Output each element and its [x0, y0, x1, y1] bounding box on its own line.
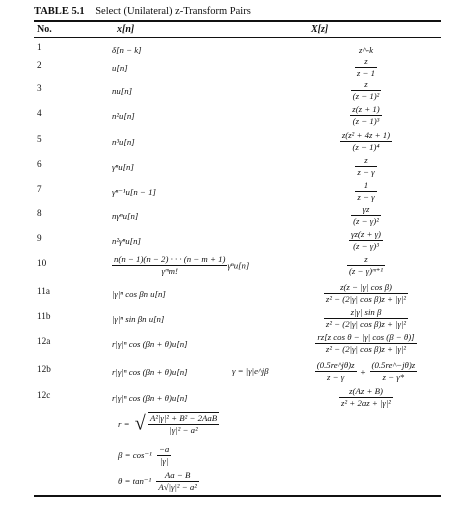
row-X: [296, 229, 436, 252]
row-number: 5: [37, 134, 42, 144]
formula-r: [118, 412, 219, 436]
formula-beta-num: −a: [158, 444, 170, 454]
row-x: u[n]: [112, 63, 128, 73]
row-X-num: z: [355, 56, 377, 68]
row-x-num: n(n − 1)(n − 2) · · · (n − m + 1): [114, 254, 226, 264]
row-X-num: (0.5re^jθ)z: [316, 360, 355, 370]
row-X-num: γz: [351, 204, 381, 216]
sqrt-body: [148, 412, 219, 436]
row-X-frac: [315, 360, 357, 383]
row-x: n²γⁿu[n]: [112, 236, 141, 246]
row-X-frac: [355, 56, 377, 79]
formula-theta: [118, 470, 199, 493]
formula-r-lhs: r =: [118, 419, 130, 429]
row-x: n²u[n]: [112, 111, 135, 121]
row-X-frac: [351, 204, 381, 227]
formula-theta-frac: [156, 470, 199, 493]
row-X-num: z|γ| sin β: [324, 307, 408, 319]
row-X-num: z: [355, 155, 376, 167]
row-X: [296, 360, 436, 383]
row-X: [296, 386, 436, 409]
top-rule: [34, 20, 441, 22]
row-X-den: z − γ: [327, 372, 345, 382]
row-x-tail: γⁿu[n]: [227, 260, 250, 271]
header-x: [117, 24, 134, 35]
row-X-frac: [340, 130, 392, 153]
row-number: 12a: [37, 336, 51, 346]
row-x: |γ|ⁿ sin βn u[n]: [112, 314, 165, 324]
row-X-den: z² − (2|γ| cos β)z + |γ|²: [325, 344, 407, 354]
row-X-den: z − γ: [357, 192, 375, 202]
header-X: [311, 24, 328, 35]
row-X: [296, 56, 436, 79]
row-X-frac: [355, 180, 376, 203]
row-X-den: (z − 1)²: [352, 91, 380, 101]
row-X-frac: [350, 104, 381, 127]
row-X-frac: [339, 386, 393, 409]
row-X: [296, 79, 436, 102]
row-X-frac: [355, 155, 376, 178]
row-X-den: z − γ: [357, 167, 375, 177]
row-X-value: z^-k: [359, 45, 373, 55]
row-number: 2: [37, 60, 42, 70]
formula-theta-den: A√|γ|² − a²: [158, 482, 197, 492]
row-X-num: z(z² + 4z + 1): [341, 130, 391, 140]
row-X-frac: [347, 254, 385, 277]
row-X: [296, 204, 436, 227]
row-X: [296, 44, 436, 56]
row-X: [296, 155, 436, 178]
row-x: r|γ|ⁿ cos (βn + θ)u[n]: [112, 339, 188, 349]
formula-r-den: |γ|² − a²: [169, 425, 198, 435]
row-X: [296, 282, 436, 305]
bottom-rule: [34, 495, 441, 497]
row-X-den: (z − γ)ᵐ⁺¹: [348, 266, 384, 276]
header-rule: [34, 37, 441, 38]
row-number: 9: [37, 233, 42, 243]
formula-beta-den: |γ|: [159, 456, 169, 466]
row-x-frac: [112, 254, 227, 277]
row-number: 12c: [37, 390, 51, 400]
row-X-den: z − 1: [356, 68, 376, 78]
row-X-num: rz[z cos θ − |γ| cos (β − θ)]: [317, 332, 415, 342]
table-title: Select (Unilateral) z-Transform Pairs: [95, 6, 251, 17]
row-X-den: (z − γ)³: [353, 241, 379, 251]
row-number: 7: [37, 184, 42, 194]
row-number: 3: [37, 83, 42, 93]
row-X-frac: [324, 282, 408, 305]
formula-beta-lhs: β = cos⁻¹: [118, 450, 152, 460]
row-X-den-2: z − γ*: [382, 372, 405, 382]
row-X-num: γz(z + γ): [351, 229, 381, 239]
header-X-label: X[z]: [311, 24, 329, 35]
row-x: nγⁿu[n]: [112, 211, 139, 221]
row-X-num: z: [351, 79, 382, 91]
row-extra: γ = |γ|e^jβ: [232, 366, 269, 376]
header-x-label: x[n]: [117, 24, 135, 35]
row-X-num-2: (0.5re^−jθ)z: [371, 360, 416, 370]
sqrt: [135, 412, 219, 436]
row-X-den: (z − 1)³: [352, 116, 380, 126]
formula-theta-num: Aa − B: [156, 470, 199, 482]
row-X-frac: [315, 332, 416, 355]
row-X: [296, 332, 436, 355]
row-number: 8: [37, 208, 42, 218]
formula-theta-lhs: θ = tan⁻¹: [118, 476, 152, 486]
row-x: r|γ|ⁿ cos (βn + θ)u[n]: [112, 367, 188, 377]
row-X-frac: [324, 307, 408, 330]
row-X-num: z: [347, 254, 385, 266]
row-X: [296, 104, 436, 127]
row-x: n³u[n]: [112, 137, 135, 147]
formula-beta-frac: [157, 444, 171, 467]
row-X: [296, 130, 436, 153]
row-x-den: γᵐm!: [161, 266, 178, 276]
row-x: γⁿu[n]: [112, 162, 134, 172]
row-number: 10: [37, 258, 47, 268]
header-no: No.: [37, 24, 52, 35]
row-x: δ[n − k]: [112, 45, 142, 55]
row-X-den: z² − (2|γ| cos β)z + |γ|²: [325, 294, 407, 304]
sqrt-icon: √: [134, 412, 146, 435]
row-X: [296, 307, 436, 330]
row-X: [296, 180, 436, 203]
row-X-frac: [351, 79, 382, 102]
row-X-num: z(Az + B): [339, 386, 393, 398]
row-x: nu[n]: [112, 86, 133, 96]
table-number: TABLE 5.1: [34, 6, 85, 17]
row-number: 1: [37, 42, 42, 52]
formula-r-num: A²|γ|² + B² − 2AaB: [149, 413, 218, 423]
row-number: 12b: [37, 364, 51, 374]
table-caption: [34, 6, 251, 17]
row-x: r|γ|ⁿ cos (βn + θ)u[n]: [112, 393, 188, 403]
row-X-den: z² − (2|γ| cos β)z + |γ|²: [325, 319, 407, 329]
row-X-den: z² + 2az + |γ|²: [341, 398, 391, 408]
row-number: 11a: [37, 286, 50, 296]
row-X-den: (z − γ)²: [353, 216, 379, 226]
row-X-num: 1: [355, 180, 376, 192]
row-X: [296, 254, 436, 277]
formula-r-frac: [148, 413, 219, 436]
row-x: [112, 254, 249, 277]
formula-beta: [118, 444, 171, 467]
row-number: 6: [37, 159, 42, 169]
row-X-plus: +: [360, 366, 366, 377]
row-X-num: z(z − |γ| cos β): [324, 282, 408, 294]
row-number: 4: [37, 108, 42, 118]
row-x: |γ|ⁿ cos βn u[n]: [112, 289, 166, 299]
row-X-frac-2: [370, 360, 418, 383]
row-x: γⁿ⁻¹u[n − 1]: [112, 187, 156, 197]
row-number: 11b: [37, 311, 51, 321]
row-X-num: z(z + 1): [352, 104, 380, 114]
row-X-den: (z − 1)⁴: [352, 142, 380, 152]
row-X-frac: [349, 229, 383, 252]
